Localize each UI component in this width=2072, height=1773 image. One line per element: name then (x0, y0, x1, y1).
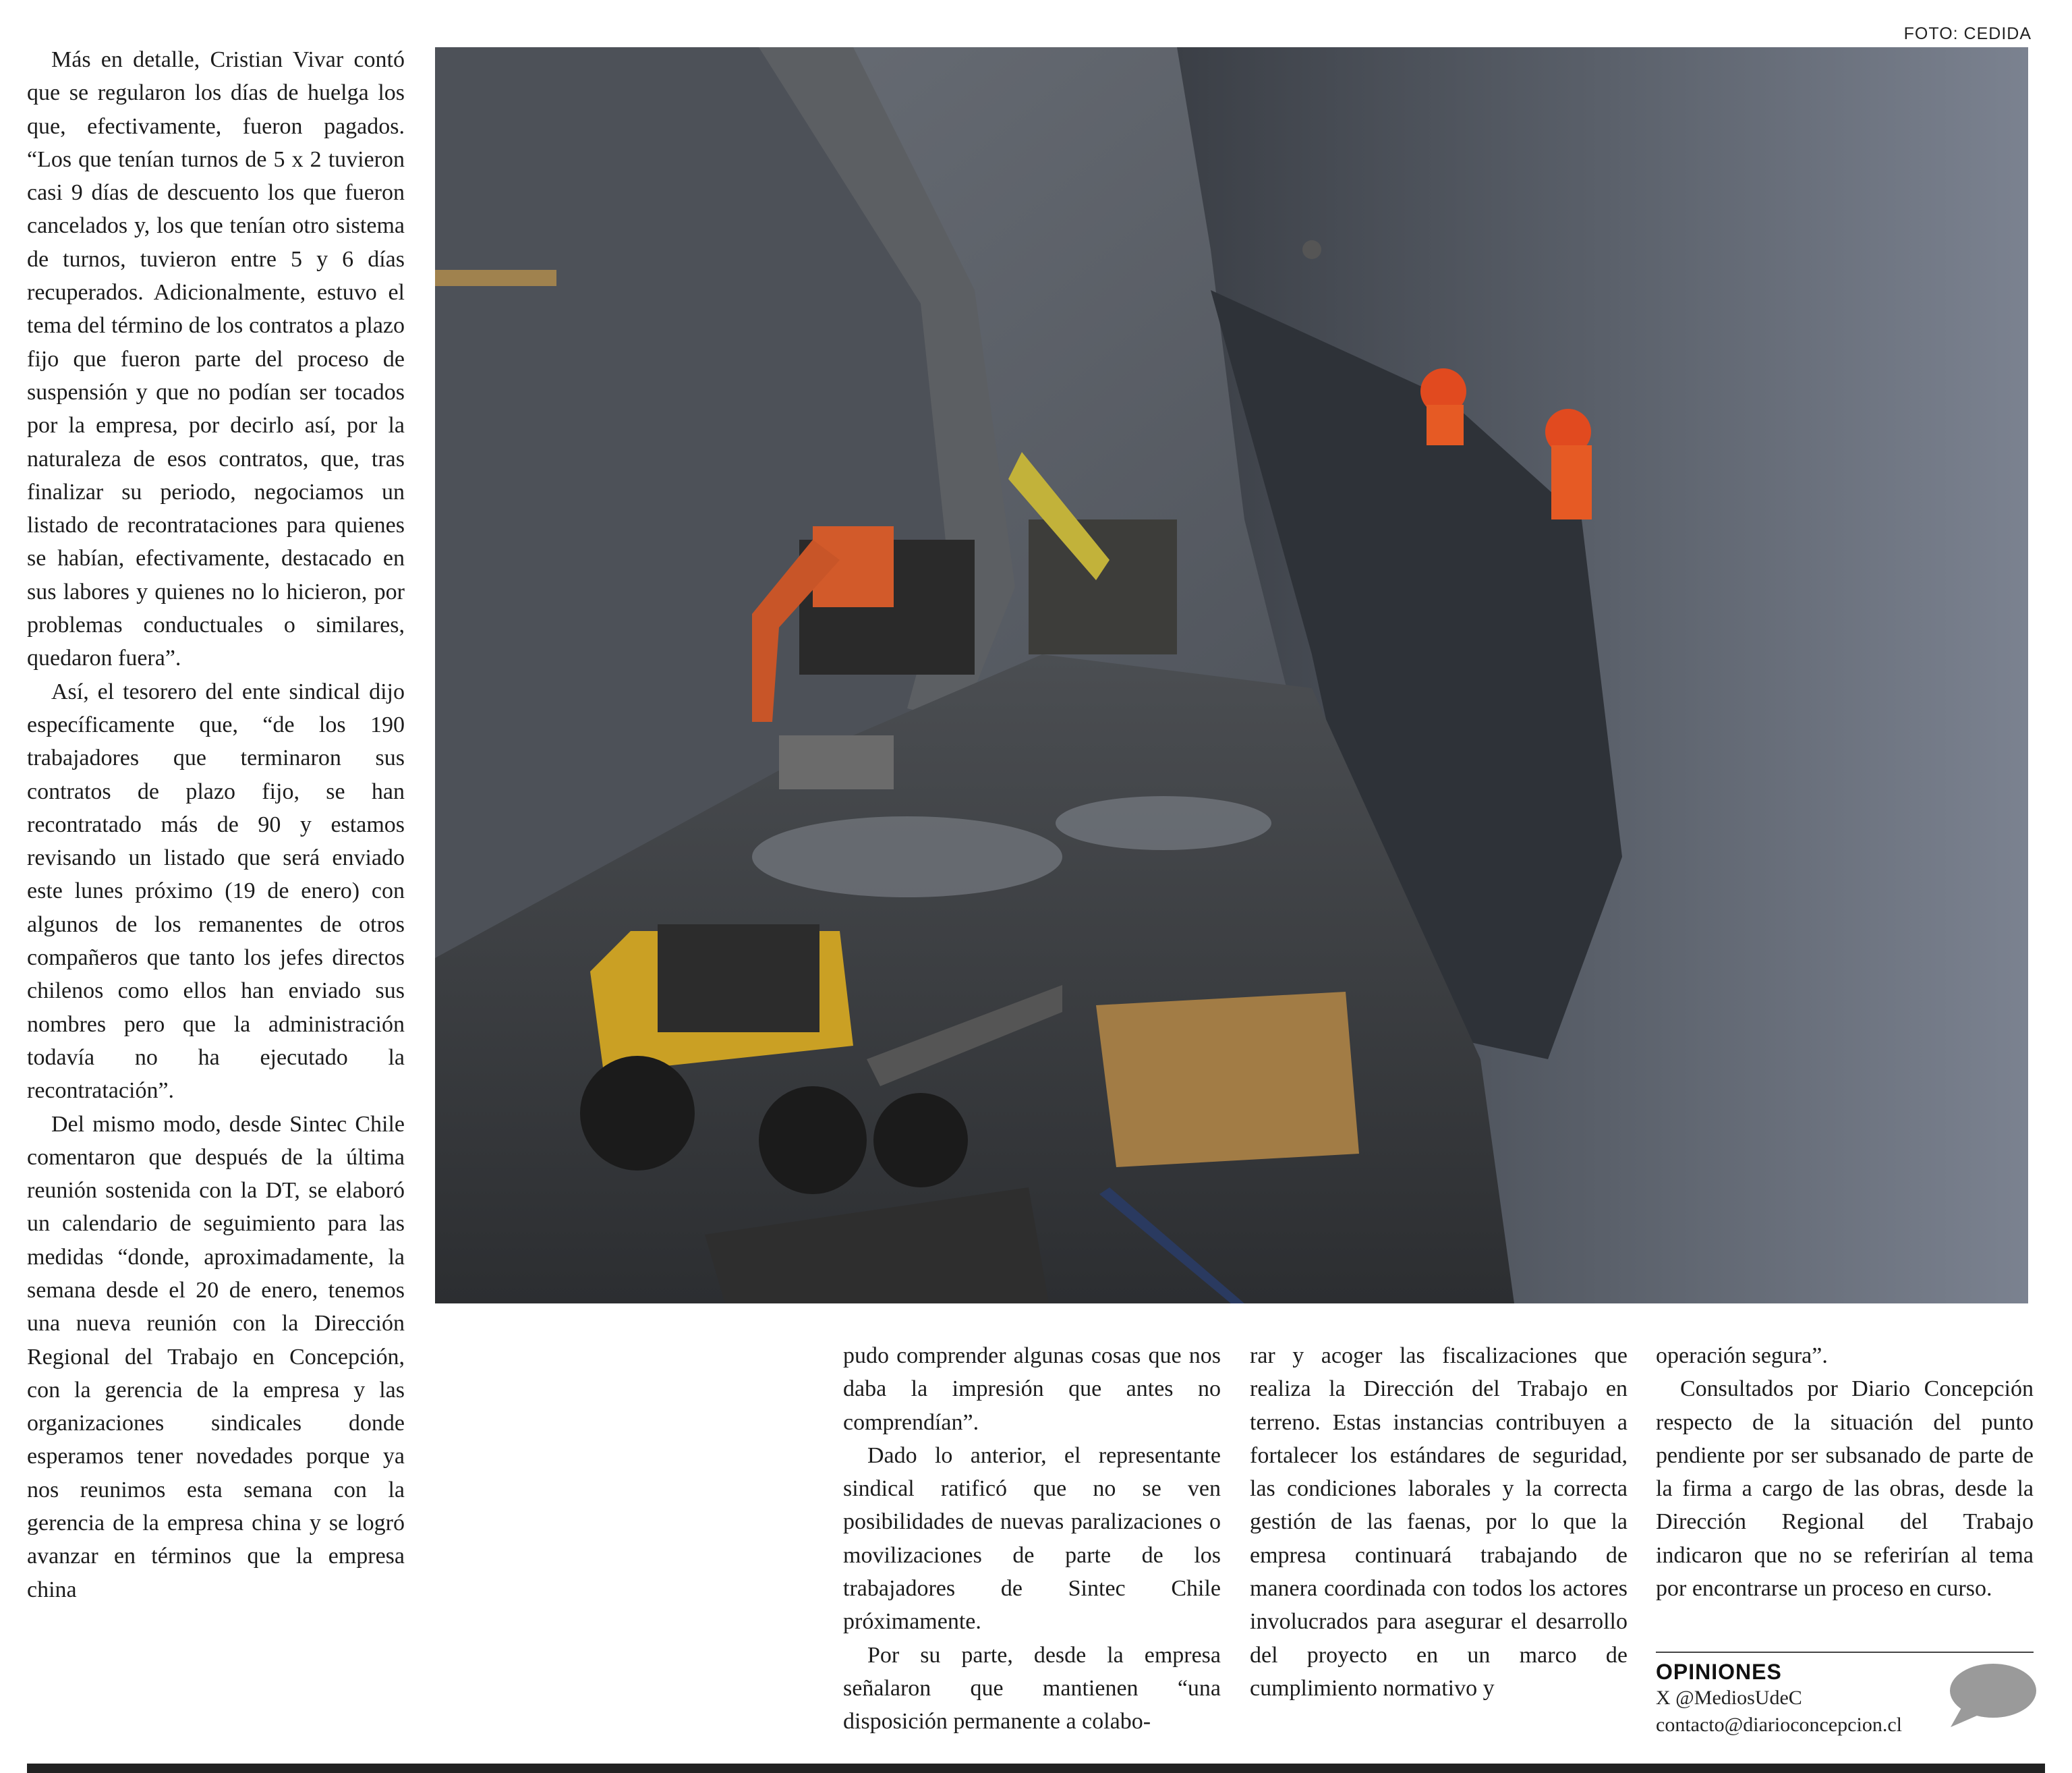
paragraph: Consultados por Diario Concepción respecto de la situación del punto pendiente por ser subsanado de parte de la firma a cargo de las obras, desde la Dirección Regional del Trabajo indicaron que no se referirían al tema por encontrarse un proceso en curso. (1656, 1376, 2034, 1602)
paragraph: Dado lo anterior, el representante sindical ratificó que no se ven posibilidades de nuevas paralizaciones o movilizaciones de parte de los trabajadores de Sintec Chile próximamente. (843, 1442, 1221, 1635)
article-column-4 (1656, 1339, 2034, 1605)
paragraph: Más en detalle, Cristian Vivar contó que se regularon los días de huelga los que, efectivamente, fueron pagados. “Los que tenían turnos de 5 x 2 tuvieron casi 9 días de descuento los que fueron cancelados y, los que tenían otro sistema de turnos, tuvieron entre 5 y 6 días recuperados. Adicionalmente, estuvo el tema del término de los contratos a plazo fijo que fueron parte del proceso de suspensión y que no podían ser tocados por la empresa, por decirlo así, por la naturaleza de esos contratos, que, tras finalizar su periodo, negociamos un listado de recontrataciones para quienes se habían, efectivamente, destacado en sus labores y quienes no lo hicieron, por problemas conductuales o similares, quedaron fuera”. (27, 47, 405, 671)
excavation-photo (435, 47, 2028, 1303)
opiniones-title: OPINIONES (1656, 1660, 1782, 1684)
paragraph: Del mismo modo, desde Sintec Chile comentaron que después de la última reunión sostenida con la DT, se elaboró un calendario de seguimiento para las medidas “donde, aproximadamente, la semana desde el 20 de enero, tenemos una nueva reunión con la Dirección Regional del Trabajo en Concepción, con la gerencia de la empresa y las organizaciones sindicales donde esperamos tener novedades porque ya nos reunimos esta semana con la gerencia de la empresa china y se logró avanzar en términos que la empresa china (27, 1111, 405, 1602)
article-column-1 (27, 43, 405, 1606)
article-column-3 (1250, 1339, 1628, 1705)
paragraph: Así, el tesorero del ente sindical dijo específicamente que, “de los 190 trabajadores que terminaron sus contratos de plazo fijo, se han recontratado más de 90 y estamos revisando un listado que será enviado este lunes próximo (19 de enero) con algunos de los remanentes de otros compañeros que tanto los jefes directos chilenos como ellos han enviado sus nombres pero que la administración todavía no ha ejecutado la recontratación”. (27, 679, 405, 1104)
paragraph: Por su parte, desde la empresa señalaron que mantienen “una disposición permanente a colabo- (843, 1642, 1221, 1735)
article-column-2 (843, 1339, 1221, 1739)
photo-credit: FOTO: CEDIDA (1903, 24, 2032, 43)
paragraph: rar y acoger las fiscalizaciones que realiza la Dirección del Trabajo en terreno. Estas instancias contribuyen a fortalecer los estándares de seguridad, las condiciones laborales y la correcta gestión de las faenas, por lo que la empresa continuará trabajando de manera coordinada con todos los actores involucrados para asegurar el desarrollo del proyecto en un marco de cumplimiento normativo y (1250, 1343, 1628, 1701)
twitter-handle[interactable]: X @MediosUdeC (1656, 1687, 1802, 1709)
contact-email[interactable]: contacto@diarioconcepcion.cl (1656, 1714, 1902, 1736)
paragraph: pudo comprender algunas cosas que nos daba la impresión que antes no comprendían”. (843, 1343, 1221, 1435)
excavation-photo-drawing (435, 47, 2028, 1303)
bottom-rule (27, 1764, 2045, 1773)
paragraph: operación segura”. (1656, 1343, 1828, 1368)
speech-bubble-icon (1942, 1658, 2037, 1733)
